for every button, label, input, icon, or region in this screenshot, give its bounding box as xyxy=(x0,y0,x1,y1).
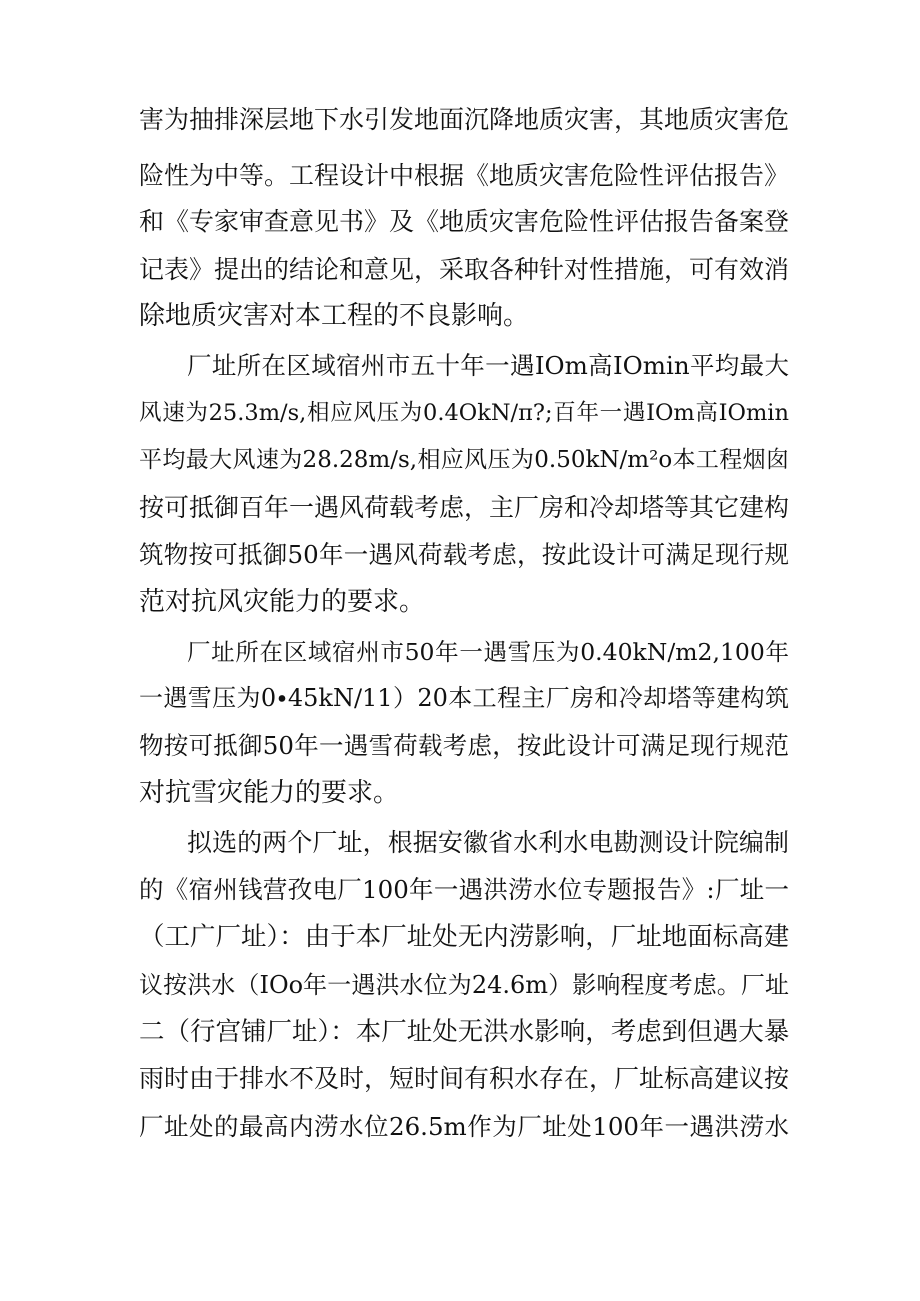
paragraph-4-line-5: 二（行宫铺厂址）：本厂址处无洪水影响，考虑到但遇大暴 xyxy=(139,1017,789,1047)
paragraph-4-line-7: 厂址处的最高内涝水位26.5m作为厂址处100年一遇洪涝水 xyxy=(139,1112,789,1141)
paragraph-3-line-3: 物按可抵御50年一遇雪荷载考虑，按此设计可满足现行规范 xyxy=(139,731,789,760)
paragraph-4-line-1: 拟选的两个厂址，根据安徽省水利水电勘测设计院编制 xyxy=(187,828,789,857)
paragraph-4-line-2: 的《宿州钱营孜电厂100年一遇洪涝水位专题报告》:厂址一 xyxy=(139,875,789,904)
paragraph-2-line-6: 范对抗风灾能力的要求。 xyxy=(139,587,426,617)
paragraph-4-line-3: （工广厂址）：由于本厂址处无内涝影响，厂址地面标高建 xyxy=(139,922,789,952)
paragraph-1-line-3: 和《专家审查意见书》及《地质灾害危险性评估报告备案登 xyxy=(139,207,789,236)
paragraph-3-line-1: 厂址所在区域宿州市50年一遇雪压为0.40kN∕m2,100年 xyxy=(187,638,789,666)
paragraph-2-line-1: 厂址所在区域宿州市五十年一遇IOm高IOmin平均最大 xyxy=(187,351,789,380)
paragraph-4-line-6: 雨时由于排水不及时，短时间有积水存在，厂址标高建议按 xyxy=(139,1064,789,1093)
paragraph-3-line-2: 一遇雪压为0∙45kN∕11）20本工程主厂房和冷却塔等建构筑 xyxy=(139,684,789,712)
paragraph-1-line-2: 险性为中等。工程设计中根据《地质灾害危险性评估报告》 xyxy=(139,161,789,190)
paragraph-2-line-3: 平均最大风速为28.28m∕s,相应风压为0.50kN∕m²o本工程烟囱 xyxy=(139,447,789,473)
paragraph-2-line-2: 风速为25.3m∕s,相应风压为0.4OkN∕π?;百年一遇IOm高IOmin xyxy=(139,400,789,426)
paragraph-2-line-5: 筑物按可抵御50年一遇风荷载考虑，按此设计可满足现行规 xyxy=(139,540,789,569)
paragraph-2-line-4: 按可抵御百年一遇风荷载考虑，主厂房和冷却塔等其它建构 xyxy=(139,493,789,522)
paragraph-1-line-5: 除地质灾害对本工程的不良影响。 xyxy=(139,301,530,331)
paragraph-1-line-1: 害为抽排深层地下水引发地面沉降地质灾害，其地质灾害危 xyxy=(139,105,789,134)
paragraph-1-line-4: 记表》提出的结论和意见，采取各种针对性措施，可有效消 xyxy=(139,255,789,284)
paragraph-3-line-4: 对抗雪灾能力的要求。 xyxy=(139,778,400,808)
paragraph-4-line-4: 议按洪水（IOo年一遇洪水位为24.6m）影响程度考虑。厂址 xyxy=(139,971,789,999)
